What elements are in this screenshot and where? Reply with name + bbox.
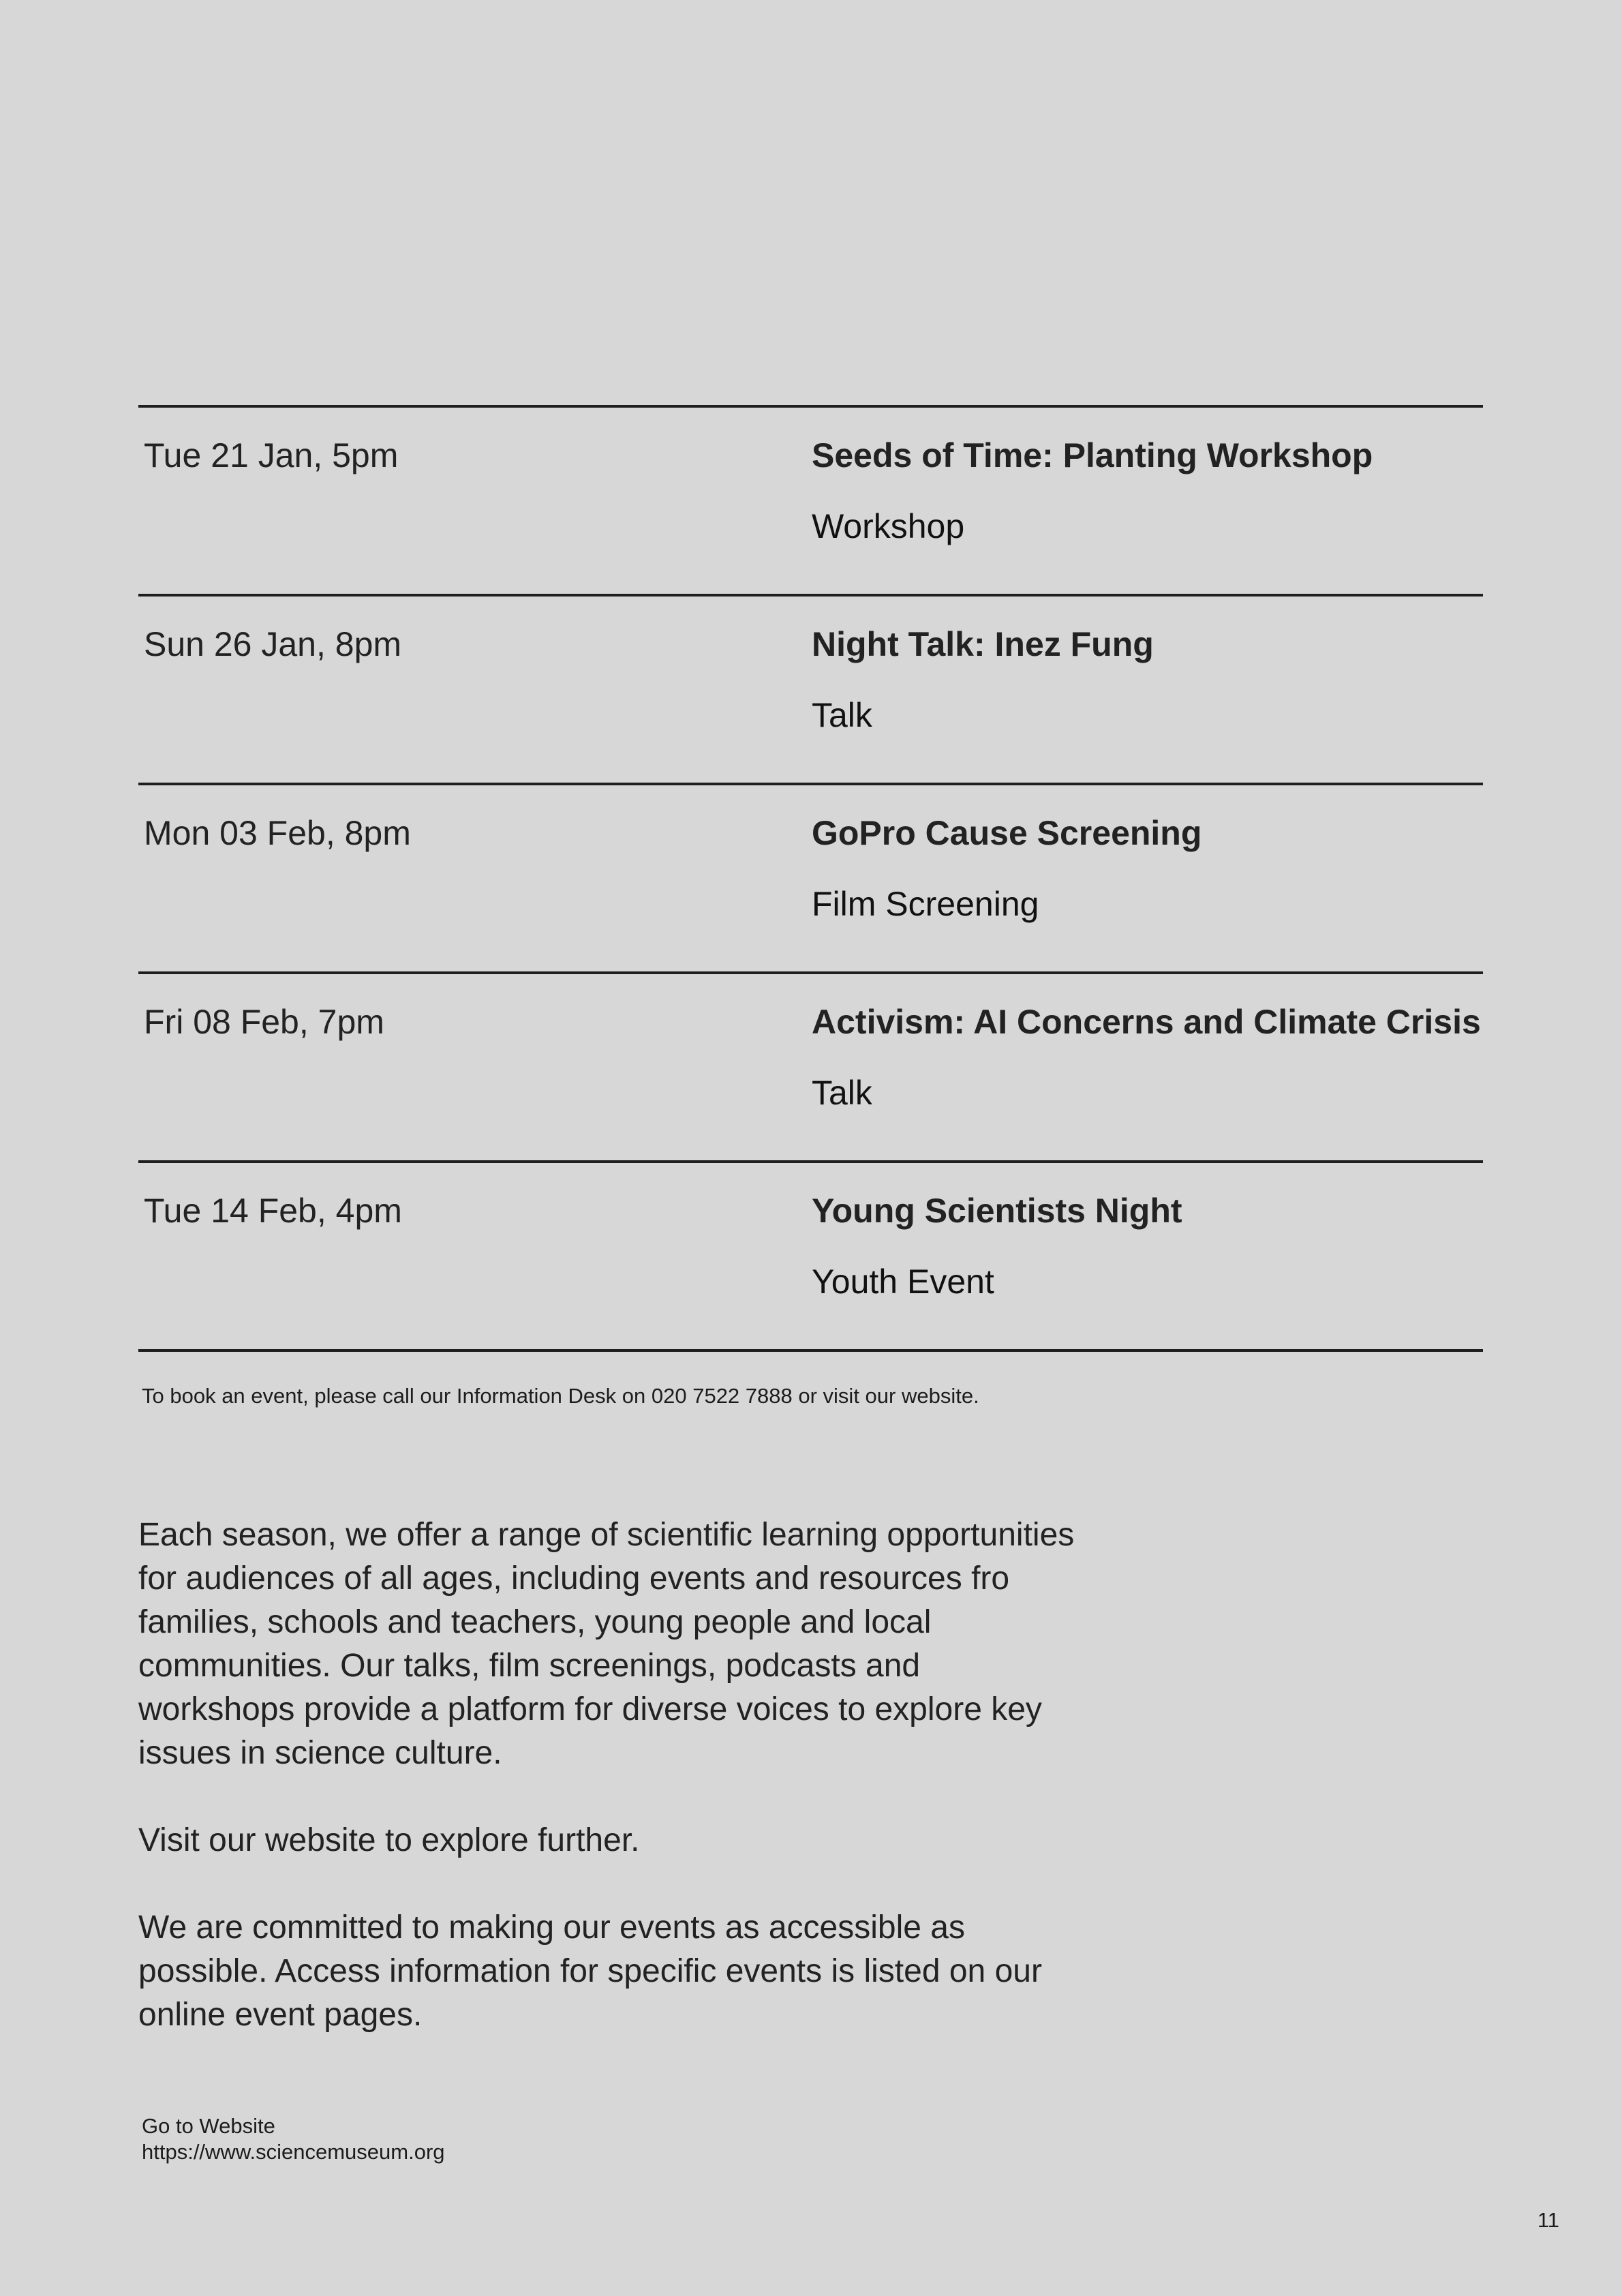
event-type: Talk [812,1074,872,1112]
event-title: Seeds of Time: Planting Workshop [812,436,1373,474]
event-date: Tue 14 Feb, 4pm [144,1192,402,1230]
event-type: Film Screening [812,885,1039,923]
event-row [138,785,1483,974]
event-type: Talk [812,696,872,734]
event-type: Workshop [812,507,965,545]
event-title: Young Scientists Night [812,1192,1182,1230]
event-date: Fri 08 Feb, 7pm [144,1003,384,1041]
event-row [138,596,1483,785]
website-label: Go to Website [142,2114,275,2138]
intro-paragraph: We are committed to making our events as accessible as possible. Access information for specific events is listed on our online event pages. [138,1909,1042,2033]
event-date: Tue 21 Jan, 5pm [144,436,399,474]
events-table [138,405,1483,1352]
booking-note: To book an event, please call our Information Desk on 020 7522 7888 or visit our website. [142,1384,979,1408]
intro-paragraph: Each season, we offer a range of scientific learning opportunities for audiences of all ages, including events and resources fro families, schools and teachers, young people and local communities. Our talks, film screenings, podcasts and workshops provide a platform for diverse voices to explore key issues in science culture. [138,1517,1075,1771]
event-date: Mon 03 Feb, 8pm [144,814,411,852]
event-date: Sun 26 Jan, 8pm [144,625,402,663]
page-number: 11 [1537,2208,1559,2232]
event-type: Youth Event [812,1263,994,1301]
event-title: Night Talk: Inez Fung [812,625,1154,663]
website-link[interactable]: https://www.sciencemuseum.org [142,2140,445,2164]
intro-text [138,1513,1079,2081]
website-block [142,2113,445,2165]
event-row [138,974,1483,1163]
event-row [138,408,1483,596]
event-title: Activism: AI Concerns and Climate Crisis [812,1003,1481,1041]
intro-paragraph: Visit our website to explore further. [138,1822,640,1858]
event-row [138,1163,1483,1352]
event-title: GoPro Cause Screening [812,814,1202,852]
